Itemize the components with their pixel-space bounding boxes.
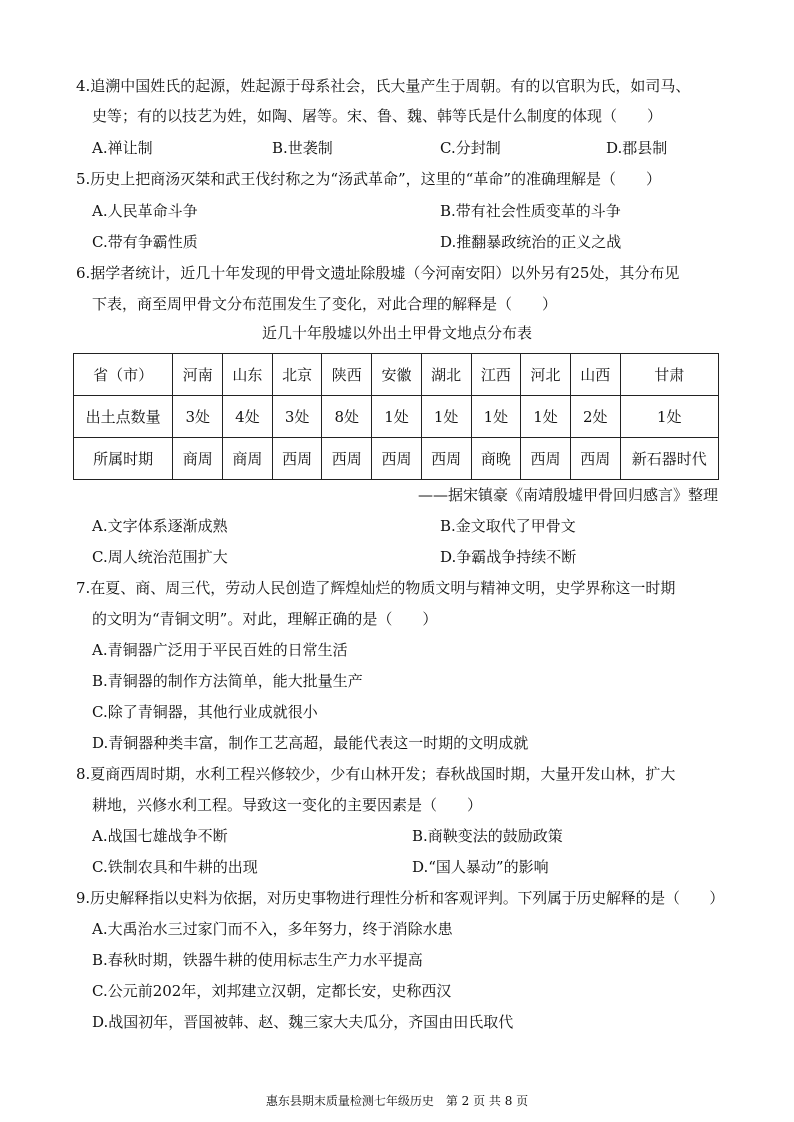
q5-option-c: C.带有争霸性质 bbox=[92, 233, 198, 251]
q8-option-b: B.商鞅变法的鼓励政策 bbox=[412, 827, 563, 845]
cell-period: 商周 bbox=[223, 438, 273, 480]
row-header-count: 出土点数量 bbox=[74, 396, 173, 438]
cell-period: 西周 bbox=[570, 438, 620, 480]
cell-period: 商周 bbox=[173, 438, 223, 480]
page-footer: 惠东县期末质量检测七年级历史 第 2 页 共 8 页 bbox=[265, 1094, 529, 1108]
cell-province: 安徽 bbox=[372, 354, 422, 396]
q6-option-d: D.争霸战争持续不断 bbox=[440, 548, 577, 566]
cell-province: 湖北 bbox=[421, 354, 471, 396]
q8-option-a: A.战国七雄战争不断 bbox=[92, 827, 228, 845]
cell-period: 西周 bbox=[272, 438, 322, 480]
row-header-period: 所属时期 bbox=[74, 438, 173, 480]
q4-option-c: C.分封制 bbox=[440, 139, 501, 157]
cell-province: 北京 bbox=[272, 354, 322, 396]
cell-province: 河南 bbox=[173, 354, 223, 396]
q8-line1: 8.夏商西周时期，水利工程兴修较少，少有山林开发；春秋战国时期，大量开发山林，扩大 bbox=[76, 765, 676, 783]
cell-count: 8处 bbox=[322, 396, 372, 438]
table-row-period bbox=[74, 438, 719, 480]
cell-count: 1处 bbox=[421, 396, 471, 438]
q4-option-b: B.世袭制 bbox=[272, 139, 333, 157]
q7-line2: 的文明为“青铜文明”。对此，理解正确的是（ ） bbox=[92, 610, 438, 628]
q4-option-a: A.禅让制 bbox=[92, 139, 153, 157]
q5-option-d: D.推翻暴政统治的正义之战 bbox=[440, 233, 622, 251]
cell-count: 1处 bbox=[372, 396, 422, 438]
q4-option-d: D.郡县制 bbox=[606, 139, 668, 157]
cell-count: 2处 bbox=[570, 396, 620, 438]
cell-period: 西周 bbox=[421, 438, 471, 480]
cell-province: 陕西 bbox=[322, 354, 372, 396]
q9-option-c: C.公元前202年，刘邦建立汉朝，定都长安，史称西汉 bbox=[92, 982, 452, 1000]
table-caption: 近几十年殷墟以外出土甲骨文地点分布表 bbox=[261, 324, 532, 342]
table-row-count bbox=[74, 396, 719, 438]
cell-count: 1处 bbox=[620, 396, 718, 438]
q8-option-d: D.“国人暴动”的影响 bbox=[412, 858, 549, 876]
q4-line2: 史等；有的以技艺为姓，如陶、屠等。宋、鲁、魏、韩等氏是什么制度的体现（ ） bbox=[92, 107, 663, 125]
cell-period: 西周 bbox=[372, 438, 422, 480]
q6-option-b: B.金文取代了甲骨文 bbox=[440, 517, 576, 535]
table-row-province bbox=[74, 354, 719, 396]
cell-province: 江西 bbox=[471, 354, 521, 396]
q5-option-b: B.带有社会性质变革的斗争 bbox=[440, 202, 621, 220]
cell-count: 3处 bbox=[173, 396, 223, 438]
q4-line1: 4.追溯中国姓氏的起源，姓起源于母系社会，氏大量产生于周朝。有的以官职为氏，如司马、 bbox=[76, 77, 691, 95]
q8-option-c: C.铁制农具和牛耕的出现 bbox=[92, 858, 258, 876]
q6-line2: 下表，商至周甲骨文分布范围发生了变化，对此合理的解释是（ ） bbox=[92, 295, 558, 313]
cell-period: 新石器时代 bbox=[620, 438, 718, 480]
q9-option-a: A.大禹治水三过家门而不入，多年努力，终于消除水患 bbox=[92, 920, 453, 938]
table-source: ——据宋镇豪《南靖殷墟甲骨回归感言》整理 bbox=[417, 486, 718, 504]
q7-option-c: C.除了青铜器，其他行业成就很小 bbox=[92, 703, 318, 721]
cell-period: 商晚 bbox=[471, 438, 521, 480]
row-header-province: 省（市） bbox=[74, 354, 173, 396]
cell-province: 甘肃 bbox=[620, 354, 718, 396]
cell-count: 3处 bbox=[272, 396, 322, 438]
cell-period: 西周 bbox=[322, 438, 372, 480]
q7-option-a: A.青铜器广泛用于平民百姓的日常生活 bbox=[92, 641, 348, 659]
q6-option-a: A.文字体系逐渐成熟 bbox=[92, 517, 228, 535]
q5-option-a: A.人民革命斗争 bbox=[92, 202, 198, 220]
q6-line1: 6.据学者统计，近几十年发现的甲骨文遗址除殷墟（今河南安阳）以外另有25处，其分布见 bbox=[76, 264, 680, 282]
distribution-table bbox=[73, 353, 719, 480]
cell-province: 河北 bbox=[521, 354, 571, 396]
q5-line1: 5.历史上把商汤灭桀和武王伐纣称之为“汤武革命”，这里的“革命”的准确理解是（ ） bbox=[76, 170, 661, 188]
cell-period: 西周 bbox=[521, 438, 571, 480]
q7-line1: 7.在夏、商、周三代，劳动人民创造了辉煌灿烂的物质文明与精神文明，史学界称这一时期 bbox=[76, 579, 676, 597]
cell-count: 4处 bbox=[223, 396, 273, 438]
q9-line1: 9.历史解释指以史料为依据，对历史事物进行理性分析和客观评判。下列属于历史解释的是（ ） bbox=[76, 889, 725, 907]
q7-option-d: D.青铜器种类丰富，制作工艺高超，最能代表这一时期的文明成就 bbox=[92, 734, 529, 752]
q7-option-b: B.青铜器的制作方法简单，能大批量生产 bbox=[92, 672, 363, 690]
q9-option-d: D.战国初年，晋国被韩、赵、魏三家大夫瓜分，齐国由田氏取代 bbox=[92, 1013, 514, 1031]
cell-count: 1处 bbox=[471, 396, 521, 438]
q8-line2: 耕地，兴修水利工程。导致这一变化的主要因素是（ ） bbox=[92, 796, 483, 814]
cell-count: 1处 bbox=[521, 396, 571, 438]
cell-province: 山西 bbox=[570, 354, 620, 396]
q9-option-b: B.春秋时期，铁器牛耕的使用标志生产力水平提高 bbox=[92, 951, 423, 969]
q6-option-c: C.周人统治范围扩大 bbox=[92, 548, 228, 566]
cell-province: 山东 bbox=[223, 354, 273, 396]
